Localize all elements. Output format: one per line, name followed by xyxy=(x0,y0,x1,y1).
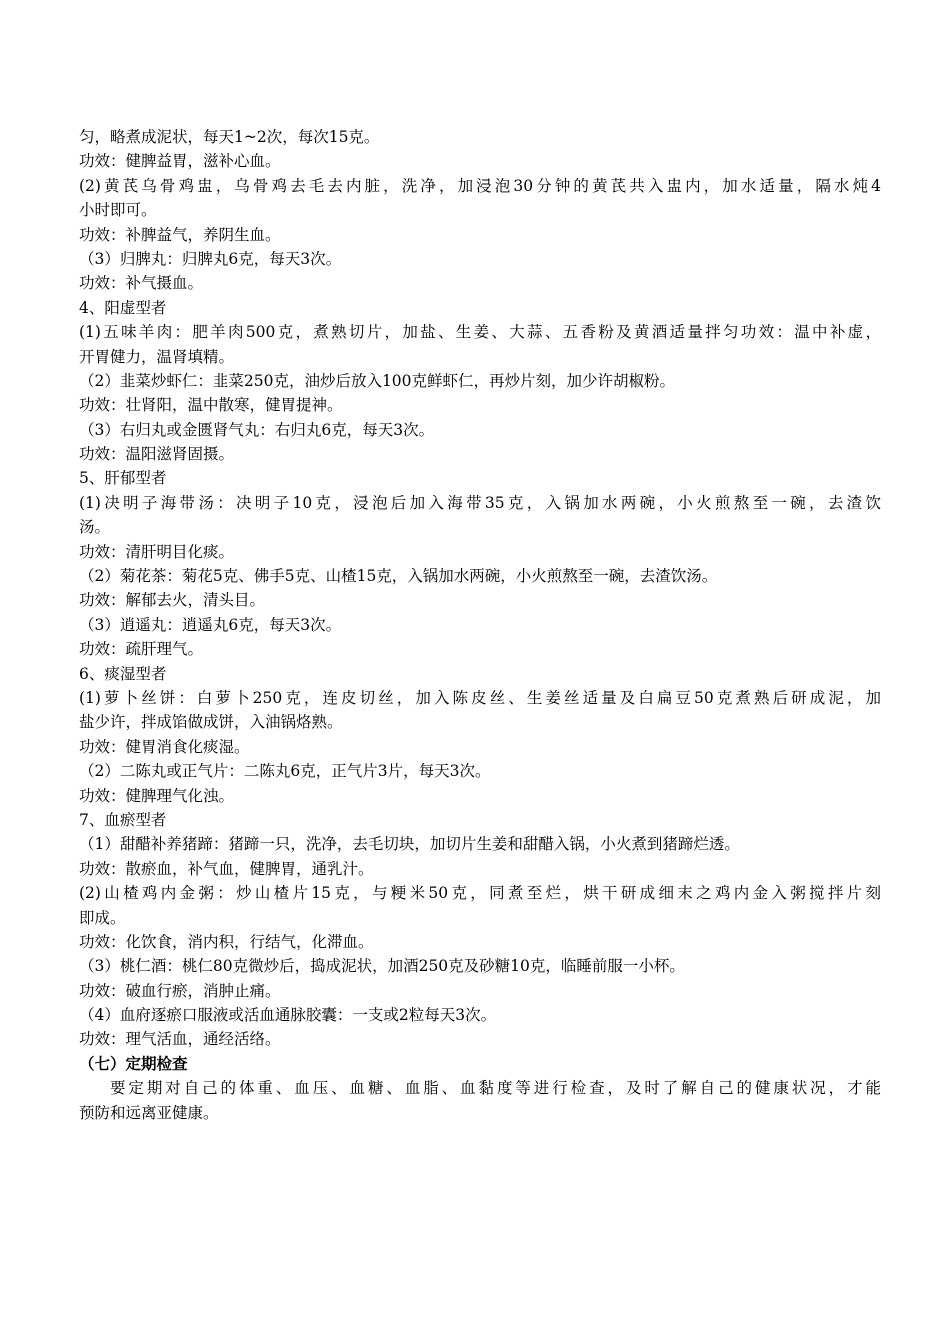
text-line: 预防和远离亚健康。 xyxy=(79,1103,219,1122)
recipe-line: (1)决明子海带汤：决明子10克，浸泡后加入海带35克，入锅加水两碗，小火煎熬至一碗，去渣饮 xyxy=(79,493,881,512)
efficacy-line: 功效：解郁去火，清头目。 xyxy=(79,591,266,610)
text-line: 匀，略煮成泥状，每天1~2次，每次15克。 xyxy=(79,128,380,146)
efficacy-line: 功效：补气摄血。 xyxy=(79,274,204,293)
efficacy-line: 功效：健胃消食化痰湿。 xyxy=(79,737,250,756)
text-line: 汤。 xyxy=(79,518,111,537)
recipe-line: （4）血府逐瘀口服液或活血通脉胶囊：一支或2粒每天3次。 xyxy=(79,1006,497,1025)
efficacy-line: 功效：补脾益气，养阴生血。 xyxy=(79,225,281,244)
efficacy-line: 功效：清肝明目化痰。 xyxy=(79,542,235,561)
section-heading: 7、血瘀型者 xyxy=(79,810,167,829)
efficacy-line: 功效：破血行瘀，消肿止痛。 xyxy=(79,981,281,1000)
body-paragraph-line: 要定期对自己的体重、血压、血糖、血脂、血黏度等进行检查，及时了解自己的健康状况，才能 xyxy=(110,1079,881,1098)
recipe-line: （3）逍遥丸：逍遥丸6克，每天3次。 xyxy=(79,615,342,634)
recipe-line: (2)山楂鸡内金粥：炒山楂片15克，与粳米50克，同煮至烂，烘干研成细末之鸡内金入粥搅拌片刻 xyxy=(79,884,881,903)
section-heading: 5、肝郁型者 xyxy=(79,469,167,488)
text-line: 盐少许，拌成馅做成饼，入油锅烙熟。 xyxy=(79,713,343,732)
section-heading: 4、阳虚型者 xyxy=(79,298,167,317)
recipe-line: (1)五味羊肉：肥羊肉500克，煮熟切片，加盐、生姜、大蒜、五香粉及黄酒适量拌匀功效：温中补虚， xyxy=(79,323,881,342)
efficacy-line: 功效：健脾理气化浊。 xyxy=(79,786,235,805)
text-line: 小时即可。 xyxy=(79,201,157,220)
recipe-line: （3）右归丸或金匮肾气丸：右归丸6克，每天3次。 xyxy=(79,420,435,439)
efficacy-line: 功效：疏肝理气。 xyxy=(79,640,204,659)
efficacy-line: 功效：理气活血，通经活络。 xyxy=(79,1030,281,1049)
recipe-line: (1)萝卜丝饼：白萝卜250克，连皮切丝，加入陈皮丝、生姜丝适量及白扁豆50克煮熟后研成泥，加 xyxy=(79,688,881,707)
recipe-line: （2）韭菜炒虾仁：韭菜250克，油炒后放入100克鲜虾仁，再炒片刻，加少许胡椒粉。 xyxy=(79,371,676,390)
recipe-line: （1）甜醋补养猪蹄：猪蹄一只，洗净，去毛切块，加切片生姜和甜醋入锅，小火煮到猪蹄烂透。 xyxy=(79,835,740,854)
text-line: 开胃健力，温肾填精。 xyxy=(79,347,235,366)
section-heading: 6、痰湿型者 xyxy=(79,664,167,683)
chapter-heading: （七）定期检查 xyxy=(79,1053,188,1073)
text-line: 即成。 xyxy=(79,908,126,927)
recipe-line: （3）桃仁酒：桃仁80克微炒后，捣成泥状，加酒250克及砂糖10克，临睡前服一小杯。 xyxy=(79,957,685,976)
efficacy-line: 功效：化饮食，消内积，行结气，化滞血。 xyxy=(79,932,374,951)
recipe-line: （2）菊花茶：菊花5克、佛手5克、山楂15克，入锅加水两碗，小火煎熬至一碗，去渣饮汤。 xyxy=(79,567,718,586)
recipe-line: （2）二陈丸或正气片：二陈丸6克，正气片3片，每天3次。 xyxy=(79,762,491,781)
recipe-line: （3）归脾丸：归脾丸6克，每天3次。 xyxy=(79,249,342,268)
efficacy-line: 功效：散瘀血，补气血，健脾胃，通乳汁。 xyxy=(79,859,374,878)
recipe-line: (2)黄芪乌骨鸡盅，乌骨鸡去毛去内脏，洗净，加浸泡30分钟的黄芪共入盅内，加水适量，隔水炖4 xyxy=(79,176,881,195)
efficacy-line: 功效：温阳滋肾固摄。 xyxy=(79,445,235,464)
efficacy-line: 功效：壮肾阳，温中散寒，健胃提神。 xyxy=(79,396,343,415)
efficacy-line: 功效：健脾益胃，滋补心血。 xyxy=(79,152,281,171)
document-page xyxy=(79,125,881,1125)
